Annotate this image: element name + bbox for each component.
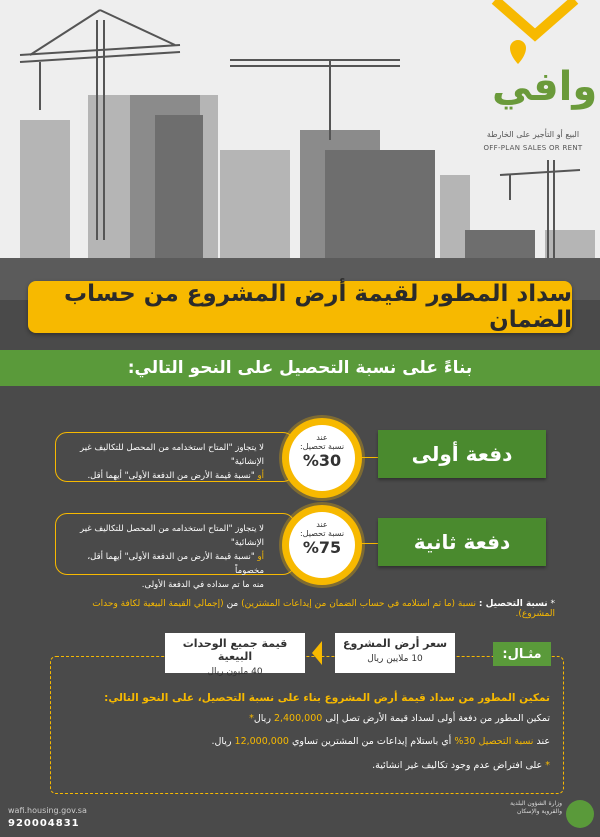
note-label: نسبة التحصيل :: [478, 599, 548, 609]
payment-1-circle-l1: عند: [316, 433, 328, 442]
example-line-1-star: *: [249, 713, 254, 724]
website-link[interactable]: wafi.housing.gov.sa: [8, 806, 87, 815]
phone-number[interactable]: 920004831: [8, 818, 80, 829]
payment-2-circle-l1: عند: [316, 520, 328, 529]
subtitle-bar: بناءً على نسبة التحصيل على النحو التالي:: [0, 350, 600, 386]
ministry-line-1: وزارة الشؤون البلدية: [510, 800, 562, 807]
logo-subtitle-en: OFF-PLAN SALES OR RENT: [483, 144, 583, 152]
payment-2-circle-l2: نسبة تحصيل:: [299, 529, 345, 538]
payment-1-or: أو: [257, 471, 264, 481]
payment-1-circle: [282, 418, 362, 498]
payment-1-percentage: %30: [302, 451, 342, 470]
arrow-icon: [312, 641, 322, 665]
note-part-2: من: [226, 599, 239, 609]
example-tag: مثـال:: [493, 642, 551, 666]
example-line-1-amount: 2,400,000: [273, 713, 323, 724]
example-line-2: [60, 736, 550, 747]
example-heading: تمكين المطور من سداد قيمة أرض المشروع بناء على نسبة التحصيل، على النحو التالي:: [104, 692, 550, 704]
example-box: [50, 656, 564, 794]
payment-1-text-2: "نسبة قيمة الأرض من الدفعة الأولى" أيهما أقل.: [87, 471, 255, 481]
note-part-1: نسبة (ما تم استلامه في حساب الضمان من إيداعات المشترين): [241, 599, 476, 609]
example-line-2-c: أي باستلام إيداعات من المشترين تساوي: [291, 736, 452, 747]
payment-2-percentage: %75: [302, 538, 342, 557]
units-value-value: 40 مليون ريال: [207, 667, 263, 677]
example-line-3: [60, 760, 550, 771]
payment-1-label: دفعة أولى: [378, 430, 546, 478]
example-line-2-amount: 12,000,000: [234, 736, 289, 747]
example-line-3-text: على افتراض عدم وجود تكاليف غير انشائية.: [372, 760, 543, 771]
example-line-2-ratio: نسبة التحصيل 30%: [454, 736, 534, 747]
example-line-3-star: *: [545, 760, 550, 771]
payment-1-circle-l2: نسبة تحصيل:: [299, 442, 345, 451]
example-line-2-a: عند: [536, 736, 550, 747]
payment-2-label: دفعة ثانية: [378, 518, 546, 566]
payment-2-condition: [55, 513, 295, 590]
ministry-name: [480, 800, 562, 834]
units-value-card: [165, 633, 305, 677]
example-line-1: [60, 713, 550, 724]
page-title: سداد المطور لقيمة أرض المشروع من حساب الضمان: [28, 281, 572, 333]
ministry-line-2: والقروية والإسكان: [517, 808, 562, 815]
logo-subtitle-ar: البيع أو التأجير على الخارطة: [486, 130, 580, 139]
land-price-value: 10 ملايين ريال: [367, 654, 423, 664]
land-price-card: [335, 633, 455, 673]
payment-2-text-3: منه ما تم سداده في الدفعة الأولى.: [141, 580, 264, 590]
payment-2-text-2: "نسبة قيمة الأرض من الدفعة الأولى" أيهما أقل، مخصوماً: [87, 552, 264, 576]
example-line-1-currency: ريال: [253, 713, 271, 724]
note-star: *: [550, 599, 555, 609]
logo-name: وافي: [492, 64, 598, 110]
payment-2-or: أو: [257, 552, 264, 562]
land-price-title: سعر أرض المشروع: [342, 637, 448, 650]
payment-2-circle: [282, 505, 362, 585]
note-part-3: (إجمالي القيمة البيعية لكافة وحدات المشروع).: [92, 599, 555, 619]
example-line-2-currency: ريال.: [211, 736, 232, 747]
payment-1-condition: [55, 432, 295, 482]
payment-2-text-1: لا يتجاوز "المتاح استخدامه من المحصل للتكاليف غير الإنشائية": [80, 524, 264, 548]
units-value-title: قيمة جميع الوحدات البيعية: [182, 637, 288, 663]
ministry-emblem-icon: [566, 800, 594, 828]
collection-ratio-note: [50, 599, 555, 619]
payment-1-text-1: لا يتجاوز "المتاح استخدامه من المحصل للتكاليف غير الإنشائية": [80, 443, 264, 467]
example-line-1-a: تمكين المطور من دفعة أولى لسداد قيمة الأرض تصل إلى: [325, 713, 550, 724]
